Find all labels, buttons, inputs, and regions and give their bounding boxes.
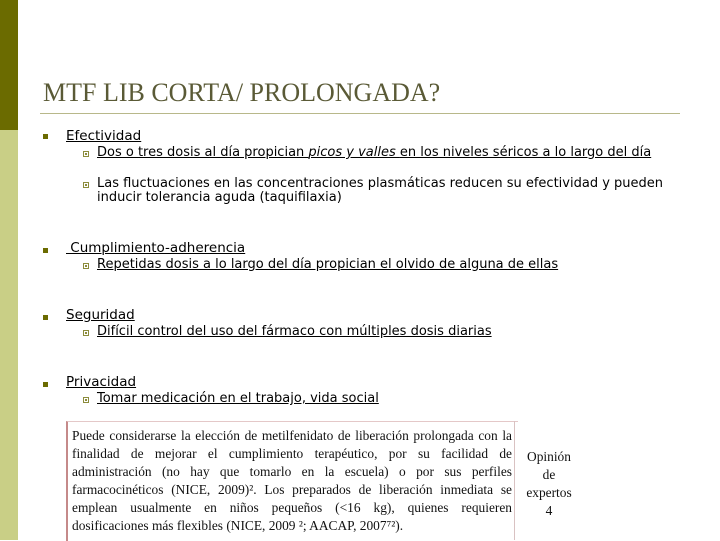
list-item: Difícil control del uso del fármaco con múltiples dosis diarias bbox=[97, 324, 492, 339]
list-item: Dos o tres dosis al día propician picos y valles en los niveles séricos a lo largo del día bbox=[97, 145, 652, 160]
sub-bullet-icon bbox=[83, 397, 89, 403]
sub-bullet-icon bbox=[83, 263, 89, 269]
left-accent-bar bbox=[0, 0, 18, 540]
section-heading-efectividad: Efectividad bbox=[66, 128, 142, 144]
evidence-level bbox=[518, 448, 580, 520]
bullet-square-icon bbox=[43, 248, 48, 253]
evidence-level-line: de bbox=[542, 467, 556, 482]
list-item: Tomar medicación en el trabajo, vida social bbox=[97, 391, 379, 406]
evidence-level-line: 4 bbox=[545, 503, 553, 518]
title-divider bbox=[40, 113, 680, 114]
excerpt-divider bbox=[514, 421, 515, 540]
section-heading-seguridad: Seguridad bbox=[66, 307, 135, 323]
bullet-square-icon bbox=[43, 382, 48, 387]
list-item: Repetidas dosis a lo largo del día propician el olvido de alguna de ellas bbox=[97, 257, 559, 272]
sub-bullet-icon bbox=[83, 182, 89, 188]
section-heading-cumplimiento: Cumplimiento-adherencia bbox=[66, 240, 246, 256]
section-heading-privacidad: Privacidad bbox=[66, 374, 137, 390]
sub-bullet-icon bbox=[83, 330, 89, 336]
sub-bullet-icon bbox=[83, 151, 89, 157]
bullet-square-icon bbox=[43, 134, 48, 139]
excerpt-text: Puede considerarse la elección de metilfenidato de liberación prolongada con la finalidad de mejorar el cumplimiento terapéutico, por su facilidad de administración (no hay que tomarlo en la escuela) o por sus perfiles farmacocinéticos (NICE, 2009)². Los preparados de liberación inmediata se emplean usualmente en niños pequeños (<16 kg), quienes requieren dosificaciones más flexibles (NICE, 2009 ²; AACAP, 2007⁷²). bbox=[72, 428, 512, 533]
bullet-square-icon bbox=[43, 315, 48, 320]
guideline-excerpt bbox=[66, 421, 518, 541]
slide-title: MTF LIB CORTA/ PROLONGADA? bbox=[43, 78, 441, 107]
evidence-level-line: Opinión bbox=[527, 449, 571, 464]
list-item: Las fluctuaciones en las concentraciones plasmáticas reducen su efectividad y pueden inducir tolerancia aguda (taquifilaxia) bbox=[97, 176, 664, 205]
evidence-level-line: expertos bbox=[526, 485, 572, 500]
